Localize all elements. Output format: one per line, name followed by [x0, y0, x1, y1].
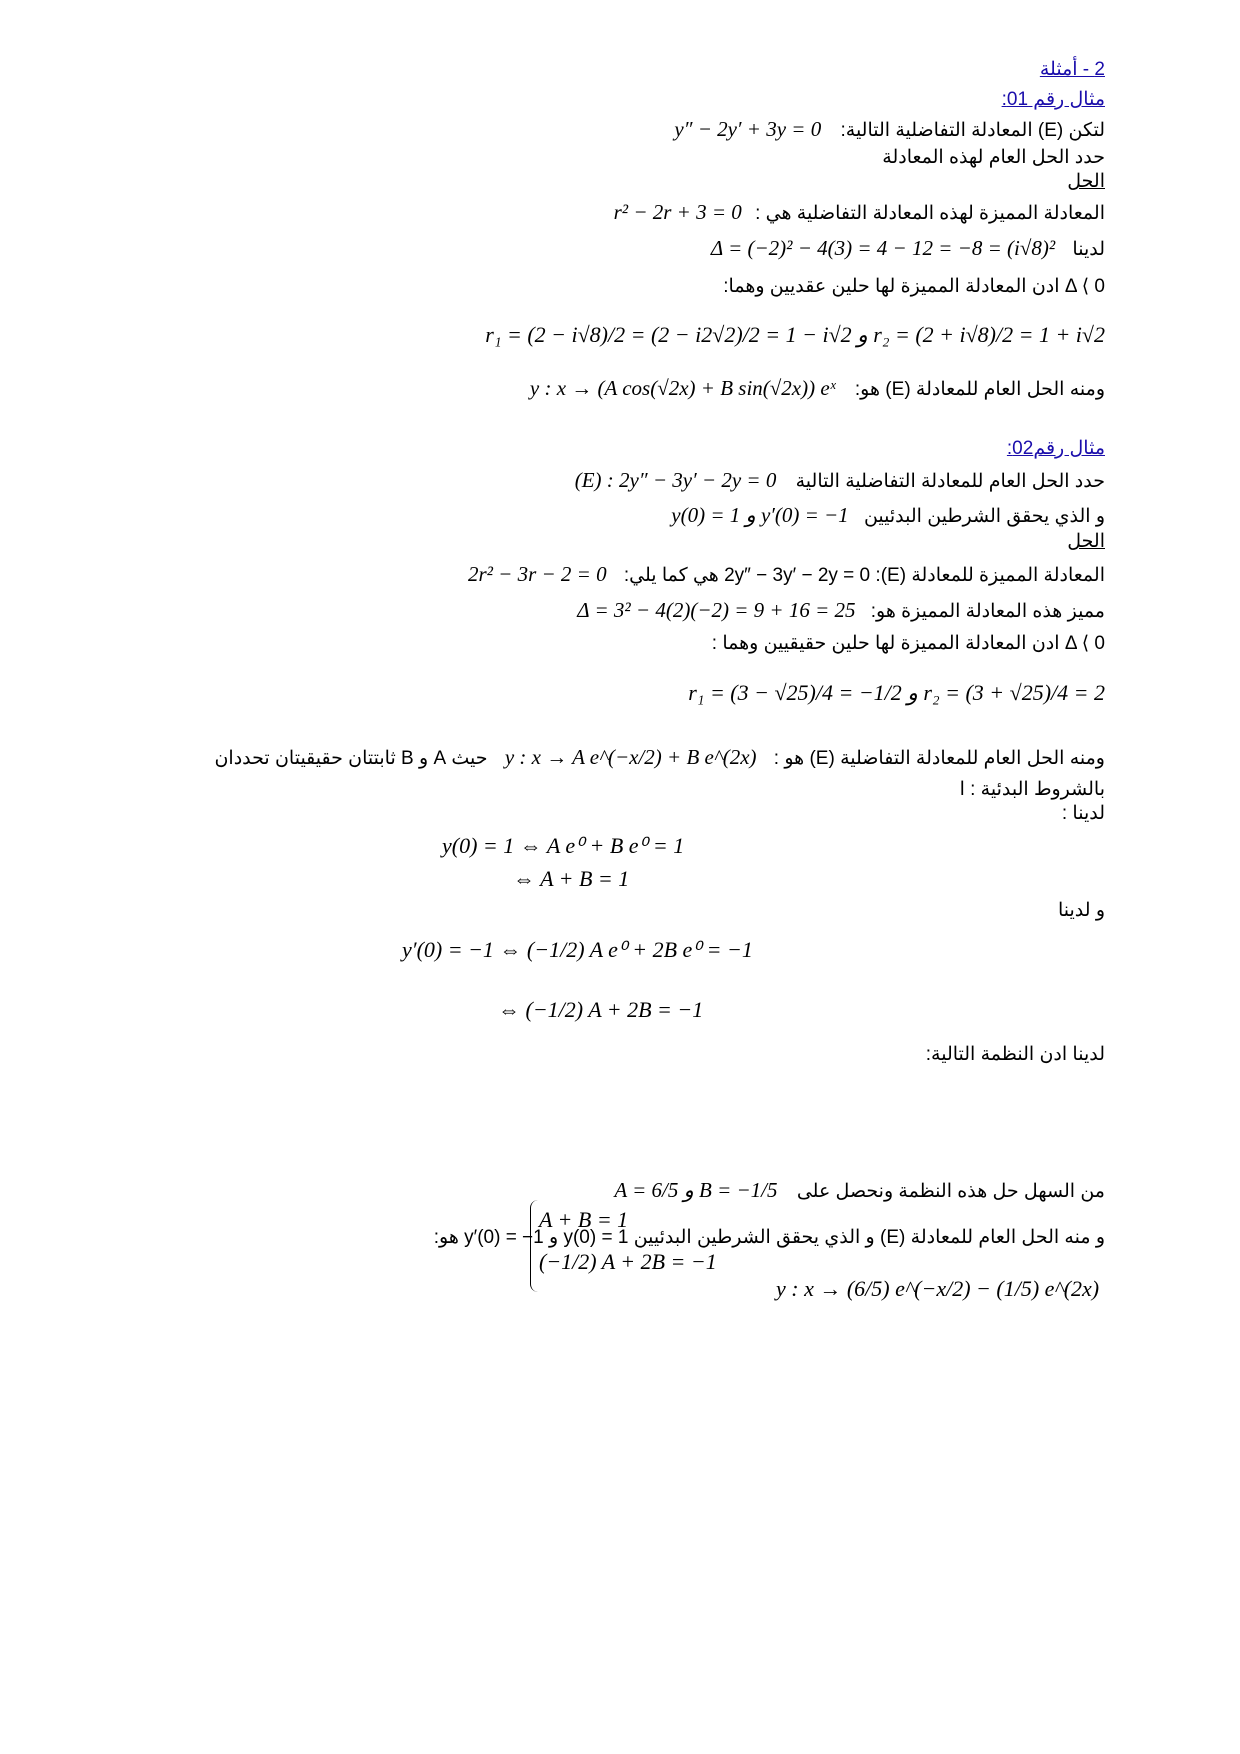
example1-roots-text: Δ ⟨ 0 ادن المعادلة المميزة لها حلين عقديين وهما: [723, 276, 1105, 297]
system-line-1: A + B = 1 [539, 1207, 629, 1232]
example2-conditions-line [671, 503, 1105, 529]
example2-constants-text2: بالشروط البدئية : ا [959, 779, 1105, 800]
example2-disc: Δ = 3² − 4(2)(−2) = 9 + 16 = 25 [577, 598, 856, 622]
example1-char-eq-line [614, 200, 1105, 226]
example1-roots: r₁ = (2 − i√8)/2 = (2 − i2√2)/2 = 1 − i√2 و r₂ = (2 + i√8)/2 = 1 + i√2 [485, 322, 1105, 347]
example2-final-text: و منه الحل العام للمعادلة (E) و الذي يحقق الشرطين البدئيين y(0) = 1 و y′(0) = −1 هو: [433, 1227, 1105, 1248]
example2-general: y : x → A e^(−x/2) + B e^(2x) [504, 745, 757, 769]
example2-char-eq-text: المعادلة المميزة للمعادلة (E): 2y″ − 3y′ − 2y = 0 هي كما يلي: [623, 565, 1105, 586]
example1-char-eq: r² − 2r + 3 = 0 [613, 200, 742, 224]
example1-statement-text: لتكن (E) المعادلة التفاضلية التالية: [840, 120, 1105, 141]
example2-disc-text: مميز هذه المعادلة المميزة هو: [870, 601, 1105, 622]
example2-general-line [214, 745, 1105, 771]
system-line-2: (−1/2) A + 2B = −1 [539, 1249, 717, 1274]
example1-general-line [530, 376, 1105, 402]
example2-solve-text: من السهل حل هذه النظمة ونحصل على [796, 1181, 1105, 1202]
example2-char-eq: 2r² − 3r − 2 = 0 [467, 562, 607, 586]
example2-solve-line [614, 1178, 1105, 1204]
example2-disc-line [577, 598, 1105, 624]
example2-step2b: ⇔ (−1/2) A + 2B = −1 [498, 997, 704, 1022]
example2-conditions-text: و الذي يحقق الشرطين البدئيين [863, 506, 1105, 527]
example2-and-we-have: و لدينا [1057, 900, 1105, 921]
example2-conditions: y(0) = 1 و y′(0) = −1 [671, 503, 849, 527]
example2-statement-text: حدد الحل العام للمعادلة التفاضلية التالية [795, 471, 1105, 492]
example2-step1: y(0) = 1 ⇔ A e⁰ + B e⁰ = 1 [442, 833, 685, 858]
example2-char-eq-line [468, 562, 1105, 588]
example2-step2: y′(0) = −1 ⇔ (−1/2) A e⁰ + 2B e⁰ = −1 [402, 937, 753, 962]
example1-delta: Δ = (−2)² − 4(3) = 4 − 12 = −8 = (i√8)² [710, 236, 1056, 260]
example1-solution-label: الحل [1067, 171, 1105, 192]
example2-equation: (E) : 2y″ − 3y′ − 2y = 0 [574, 468, 777, 492]
example2-final: y : x → (6/5) e^(−x/2) − (1/5) e^(2x) [776, 1276, 1100, 1301]
example1-delta-line [711, 236, 1105, 262]
example1-heading: مثال رقم 01: [1001, 89, 1105, 110]
example1-equation: y″ − 2y′ + 3y = 0 [674, 117, 822, 141]
example1-general-text: ومنه الحل العام للمعادلة (E) هو: [854, 379, 1105, 400]
example2-we-have: لدينا : [1061, 803, 1105, 824]
example2-system-text: لدينا ادن النظمة التالية: [925, 1044, 1105, 1065]
example1-statement [674, 117, 1105, 143]
example2-constants-text: حيث A و B ثابتتان حقيقيتان تحددان [214, 748, 488, 769]
example1-task: حدد الحل العام لهذه المعادلة [882, 147, 1105, 168]
example2-statement-line [575, 468, 1105, 494]
section-title: 2 - أمثلة [1039, 59, 1105, 80]
example2-roots-text: Δ ⟨ 0 ادن المعادلة المميزة لها حلين حقيقيين وهما : [711, 633, 1105, 654]
example2-step1b: ⇔ A + B = 1 [513, 866, 630, 891]
example1-delta-label: لدينا [1072, 239, 1105, 260]
example2-roots: r₁ = (3 − √25)/4 = −1/2 و r₂ = (3 + √25)/4 = 2 [688, 680, 1105, 705]
example2-solve-result: A = 6/5 و B = −1/5 [614, 1178, 778, 1202]
example1-char-eq-text: المعادلة المميزة لهذه المعادلة التفاضلية هي : [755, 203, 1105, 224]
example1-general: y : x → (A cos(√2x) + B sin(√2x)) eˣ [529, 376, 836, 400]
example2-general-text: ومنه الحل العام للمعادلة التفاضلية (E) هو : [773, 748, 1105, 769]
example2-solution-label: الحل [1067, 531, 1105, 552]
example2-heading: مثال رقم02: [1006, 438, 1105, 459]
